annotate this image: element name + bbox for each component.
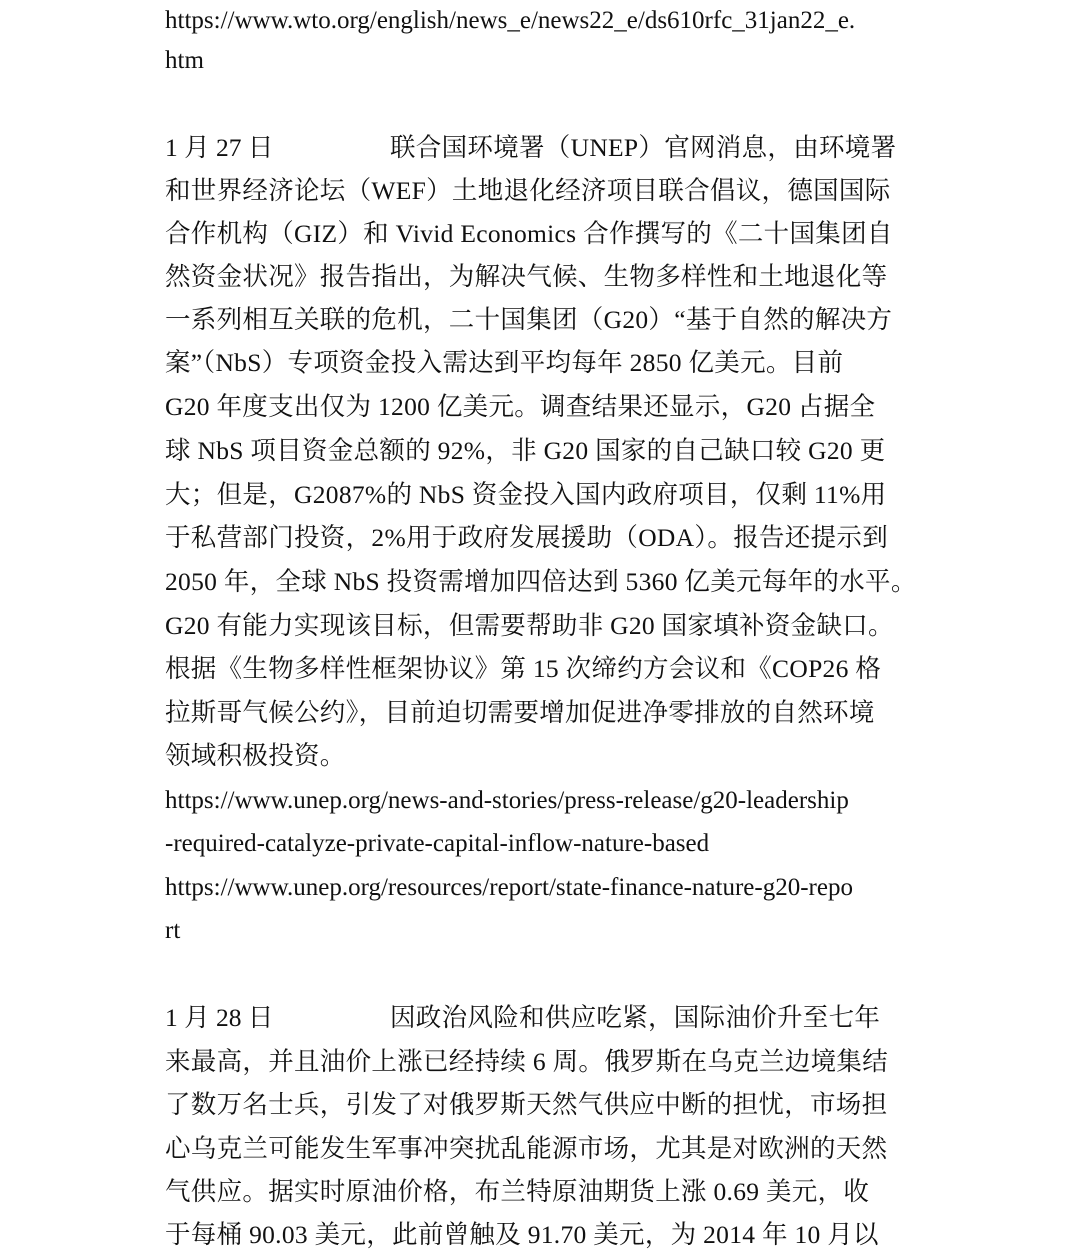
entry-jan27-line: 球 NbS 项目资金总额的 92%，非 G20 国家的自己缺口较 G20 更 (165, 436, 886, 465)
unep-url-1-line-2[interactable]: -required-catalyze-private-capital-inflow-nature-based (165, 830, 710, 857)
entry-jan28-line: 来最高，并且油价上涨已经持续 6 周。俄罗斯在乌克兰边境集结 (165, 1047, 889, 1076)
entry-jan28-line: 于每桶 90.03 美元，此前曾触及 91.70 美元，为 2014 年 10 月以 (165, 1220, 879, 1249)
entry-jan27-line: 联合国环境署（UNEP）官网消息，由环境署 (390, 133, 897, 162)
entry-jan27-line: 大；但是，G2087%的 NbS 资金投入国内政府项目，仅剩 11%用 (165, 480, 887, 509)
entry-jan28-line: 因政治风险和供应吃紧，国际油价升至七年 (390, 1003, 881, 1032)
entry-jan27-line: 2050 年，全球 NbS 投资需增加四倍达到 5360 亿美元每年的水平。 (165, 567, 917, 596)
entry-jan27-line: 根据《生物多样性框架协议》第 15 次缔约方会议和《COP26 格 (165, 654, 882, 683)
entry-jan28-line: 心乌克兰可能发生军事冲突扰乱能源市场，尤其是对欧洲的天然 (165, 1134, 888, 1163)
wto-url-line-2[interactable]: htm (165, 47, 204, 74)
entry-jan27-line: 和世界经济论坛（WEF）土地退化经济项目联合倡议，德国国际 (165, 176, 891, 205)
entry-jan27-line: 拉斯哥气候公约》，目前迫切需要增加促进净零排放的自然环境 (165, 698, 875, 727)
entry-jan27-line: 案”（NbS）专项资金投入需达到平均每年 2850 亿美元。目前 (165, 348, 844, 377)
entry-jan27-line: 然资金状况》报告指出，为解决气候、生物多样性和土地退化等 (165, 262, 888, 291)
entry-jan27-line: 合作机构（GIZ）和 Vivid Economics 合作撰写的《二十国集团自 (165, 219, 893, 248)
unep-url-2-line-2[interactable]: rt (165, 917, 181, 944)
entry-jan27-line: 于私营部门投资，2%用于政府发展援助（ODA）。报告还提示到 (165, 523, 888, 552)
entry-jan27-line: G20 年度支出仅为 1200 亿美元。调查结果还显示，G20 占据全 (165, 392, 876, 421)
unep-url-2-line-1[interactable]: https://www.unep.org/resources/report/state-finance-nature-g20-repo (165, 874, 853, 901)
entry-date-jan27: 1 月 27 日 (165, 133, 274, 162)
wto-url-line-1[interactable]: https://www.wto.org/english/news_e/news22_e/ds610rfc_31jan22_e. (165, 7, 856, 34)
entry-jan27-line: 一系列相互关联的危机，二十国集团（G20）“基于自然的解决方 (165, 305, 893, 334)
entry-jan27-line: 领域积极投资。 (165, 741, 346, 770)
entry-jan28-line: 气供应。据实时原油价格，布兰特原油期货上涨 0.69 美元，收 (165, 1177, 870, 1206)
entry-date-jan28: 1 月 28 日 (165, 1003, 274, 1032)
unep-url-1-line-1[interactable]: https://www.unep.org/news-and-stories/press-release/g20-leadership (165, 787, 849, 814)
entry-jan27-line: G20 有能力实现该目标，但需要帮助非 G20 国家填补资金缺口。 (165, 611, 894, 640)
entry-jan28-line: 了数万名士兵，引发了对俄罗斯天然气供应中断的担忧，市场担 (165, 1090, 888, 1119)
